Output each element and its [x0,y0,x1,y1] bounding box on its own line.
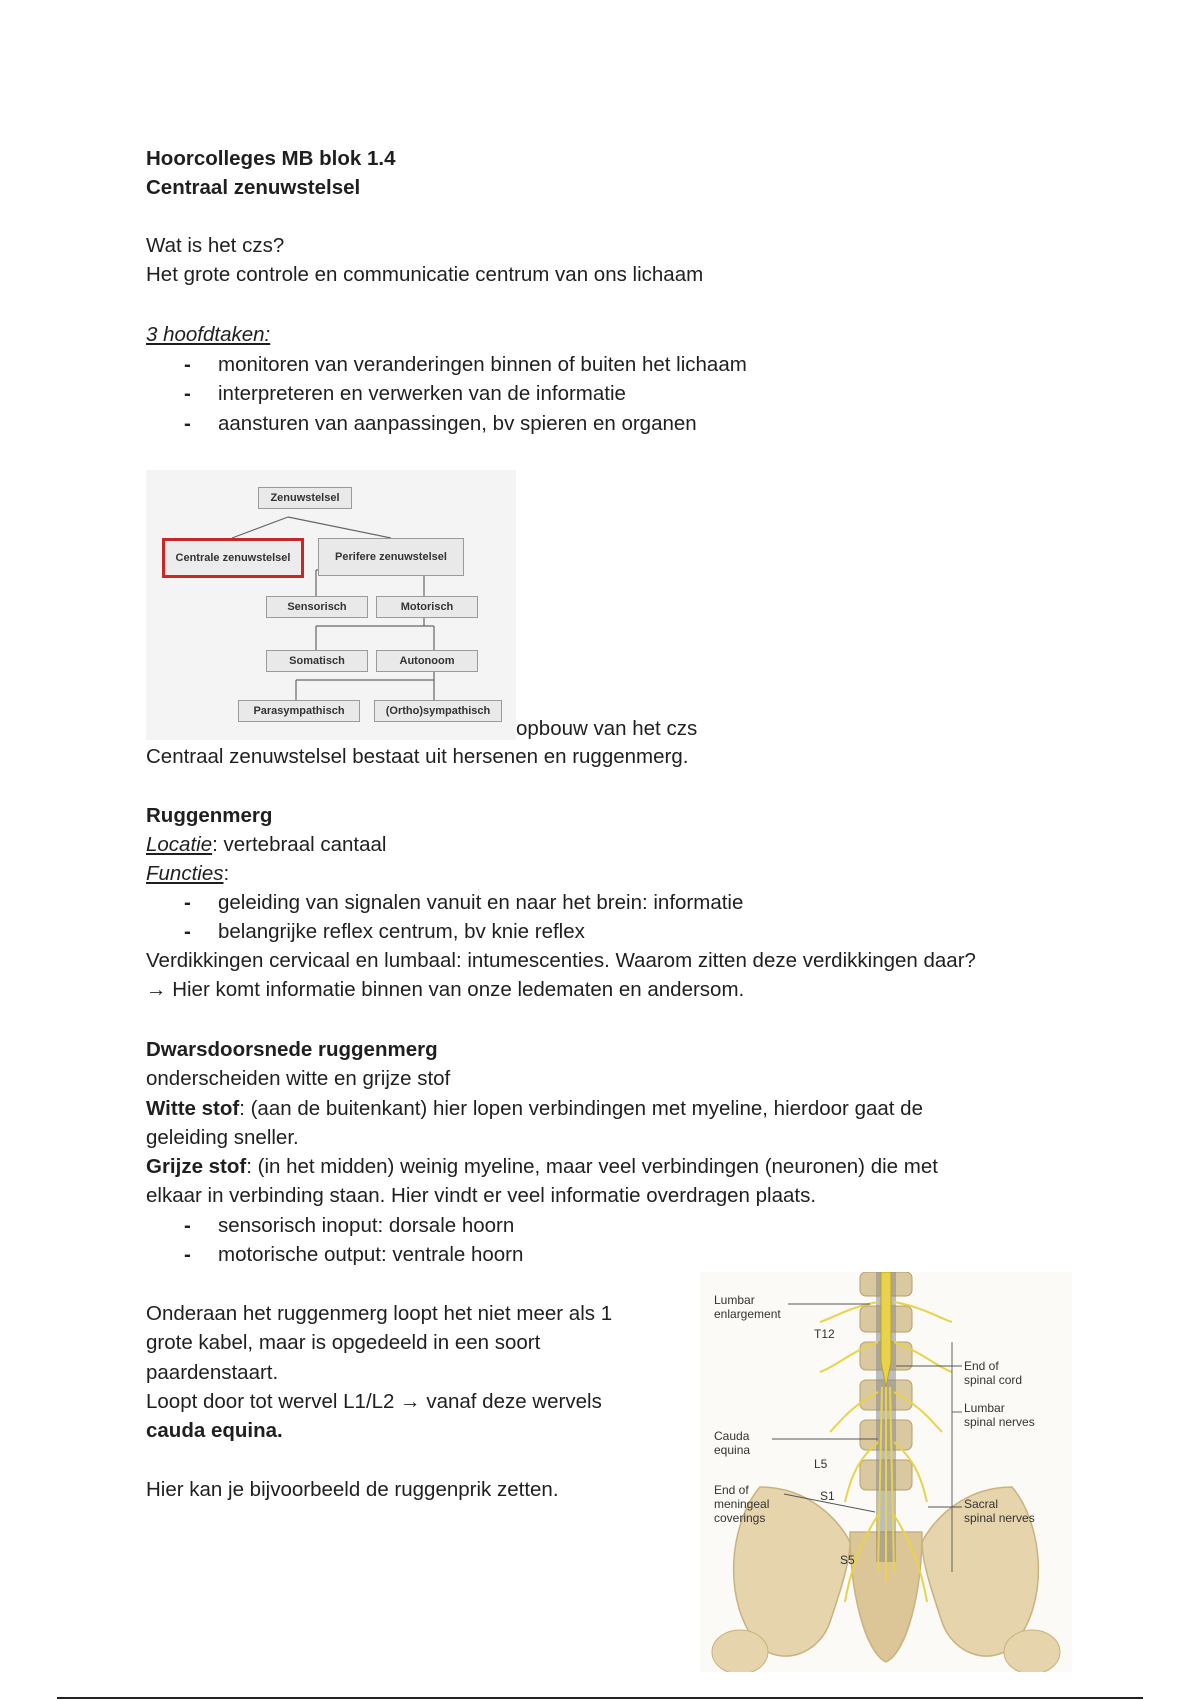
intro-answer: Het grote controle en communicatie centrum van ons lichaam [146,263,704,286]
label-end-of-meningeal-coverings: End of [714,1483,749,1497]
label-s5: S5 [840,1553,855,1567]
nervous-system-diagram [146,470,516,740]
verdikkingen-text: Verdikkingen cervicaal en lumbaal: intumescenties. Waarom zitten deze verdikkingen daar? [146,949,976,972]
cauda-line-5: cauda equina. [146,1419,283,1442]
label-cauda-equina: Cauda [714,1429,750,1443]
doc-subtitle: Centraal zenuwstelsel [146,176,361,199]
node-sensorisch: Sensorisch [266,596,368,618]
task-item: - interpreteren en verwerken van de informatie [184,382,626,405]
functies-label: Functies [146,862,224,885]
witte-stof-line [146,1094,923,1123]
locatie-label: Locatie [146,833,213,856]
task-item-text: aansturen van aanpassingen, bv spieren en organen [218,412,697,435]
functies-line [146,859,229,888]
node-centrale-zenuwstelsel: Centrale zenuwstelsel [162,538,304,578]
dwarsdoorsnede-intro: onderscheiden witte en grijze stof [146,1067,451,1090]
node-parasympathisch: Parasympathisch [238,700,360,722]
node-perifere-zenuwstelsel: Perifere zenuwstelsel [318,538,464,576]
label-lumbar-enlargement: Lumbar [714,1293,755,1307]
intro-question: Wat is het czs? [146,234,285,257]
node-somatisch: Somatisch [266,650,368,672]
cauda-line-4: Loopt door tot wervel L1/L2 → vanaf deze wervels [146,1390,602,1413]
label-lumbar-spinal-nerves: Lumbar [964,1401,1005,1415]
cauda-line-6: Hier kan je bijvoorbeeld de ruggenprik zetten. [146,1478,559,1501]
grijze-stof-line [146,1152,938,1181]
stof-item: - motorische output: ventrale hoorn [184,1243,524,1266]
label-cauda-equina-2: equina [714,1443,751,1457]
functie-item: - geleiding van signalen vanuit en naar het brein: informatie [184,891,744,914]
grijze-stof-label: Grijze stof [146,1155,247,1178]
cauda-line-2: grote kabel, maar is opgedeeld in een soort [146,1331,541,1354]
label-lumbar-enlargement-2: enlargement [714,1307,781,1321]
node-orthosympathisch: (Ortho)sympathisch [374,700,502,722]
label-sacral-spinal-nerves: Sacral [964,1497,999,1511]
label-sacral-spinal-nerves-2: spinal nerves [964,1511,1035,1525]
label-lumbar-spinal-nerves-2: spinal nerves [964,1415,1035,1429]
cauda-line-1: Onderaan het ruggenmerg loopt het niet meer als 1 [146,1302,613,1325]
task-item: - aansturen van aanpassingen, bv spieren en organen [184,412,697,435]
diagram-caption: opbouw van het czs [516,717,698,740]
node-zenuwstelsel: Zenuwstelsel [258,487,352,509]
functie-item-text: belangrijke reflex centrum, bv knie reflex [218,920,585,943]
witte-stof-text: : (aan de buitenkant) hier lopen verbindingen met myeline, hierdoor gaat de [239,1097,923,1120]
label-end-of-spinal-cord-2: spinal cord [964,1373,1023,1387]
witte-stof-line-2: geleiding sneller. [146,1126,299,1149]
locatie-text: : vertebraal cantaal [212,833,387,856]
locatie-line [146,830,386,859]
bottom-rule [57,1697,1143,1699]
section-heading-ruggenmerg: Ruggenmerg [146,804,273,827]
cauda-line-3: paardenstaart. [146,1361,279,1384]
node-autonoom: Autonoom [376,650,478,672]
stof-item-text: sensorisch inoput: dorsale hoorn [218,1214,515,1237]
functies-colon: : [223,862,230,885]
functie-item: - belangrijke reflex centrum, bv knie reflex [184,920,585,943]
task-item: - monitoren van veranderingen binnen of buiten het lichaam [184,353,747,376]
stof-item-text: motorische output: ventrale hoorn [218,1243,524,1266]
label-end-of-meningeal-coverings-2: meningeal [714,1497,770,1511]
task-item-text: monitoren van veranderingen binnen of buiten het lichaam [218,353,747,376]
label-end-of-meningeal-coverings-3: coverings [714,1511,766,1525]
functie-item-text: geleiding van signalen vanuit en naar het brein: informatie [218,891,744,914]
doc-title: Hoorcolleges MB blok 1.4 [146,147,396,170]
verdikkingen-answer: → Hier komt informatie binnen van onze ledematen en andersom. [146,978,745,1001]
label-l5: L5 [814,1457,828,1471]
node-motorisch: Motorisch [376,596,478,618]
task-item-text: interpreteren en verwerken van de informatie [218,382,626,405]
label-s1: S1 [820,1489,835,1503]
grijze-stof-text: : (in het midden) weinig myeline, maar veel verbindingen (neuronen) die met [246,1155,938,1178]
tasks-heading: 3 hoofdtaken: [146,323,271,346]
grijze-stof-line-2: elkaar in verbinding staan. Hier vindt er veel informatie overdragen plaats. [146,1184,817,1207]
section-heading-dwarsdoorsnede: Dwarsdoorsnede ruggenmerg [146,1038,438,1061]
label-end-of-spinal-cord: End of [964,1359,999,1373]
stof-item: - sensorisch inoput: dorsale hoorn [184,1214,515,1237]
czs-composition: Centraal zenuwstelsel bestaat uit hersenen en ruggenmerg. [146,745,689,768]
label-t12: T12 [814,1327,835,1341]
spinal-cord-illustration [700,1272,1072,1672]
witte-stof-label: Witte stof [146,1097,240,1120]
